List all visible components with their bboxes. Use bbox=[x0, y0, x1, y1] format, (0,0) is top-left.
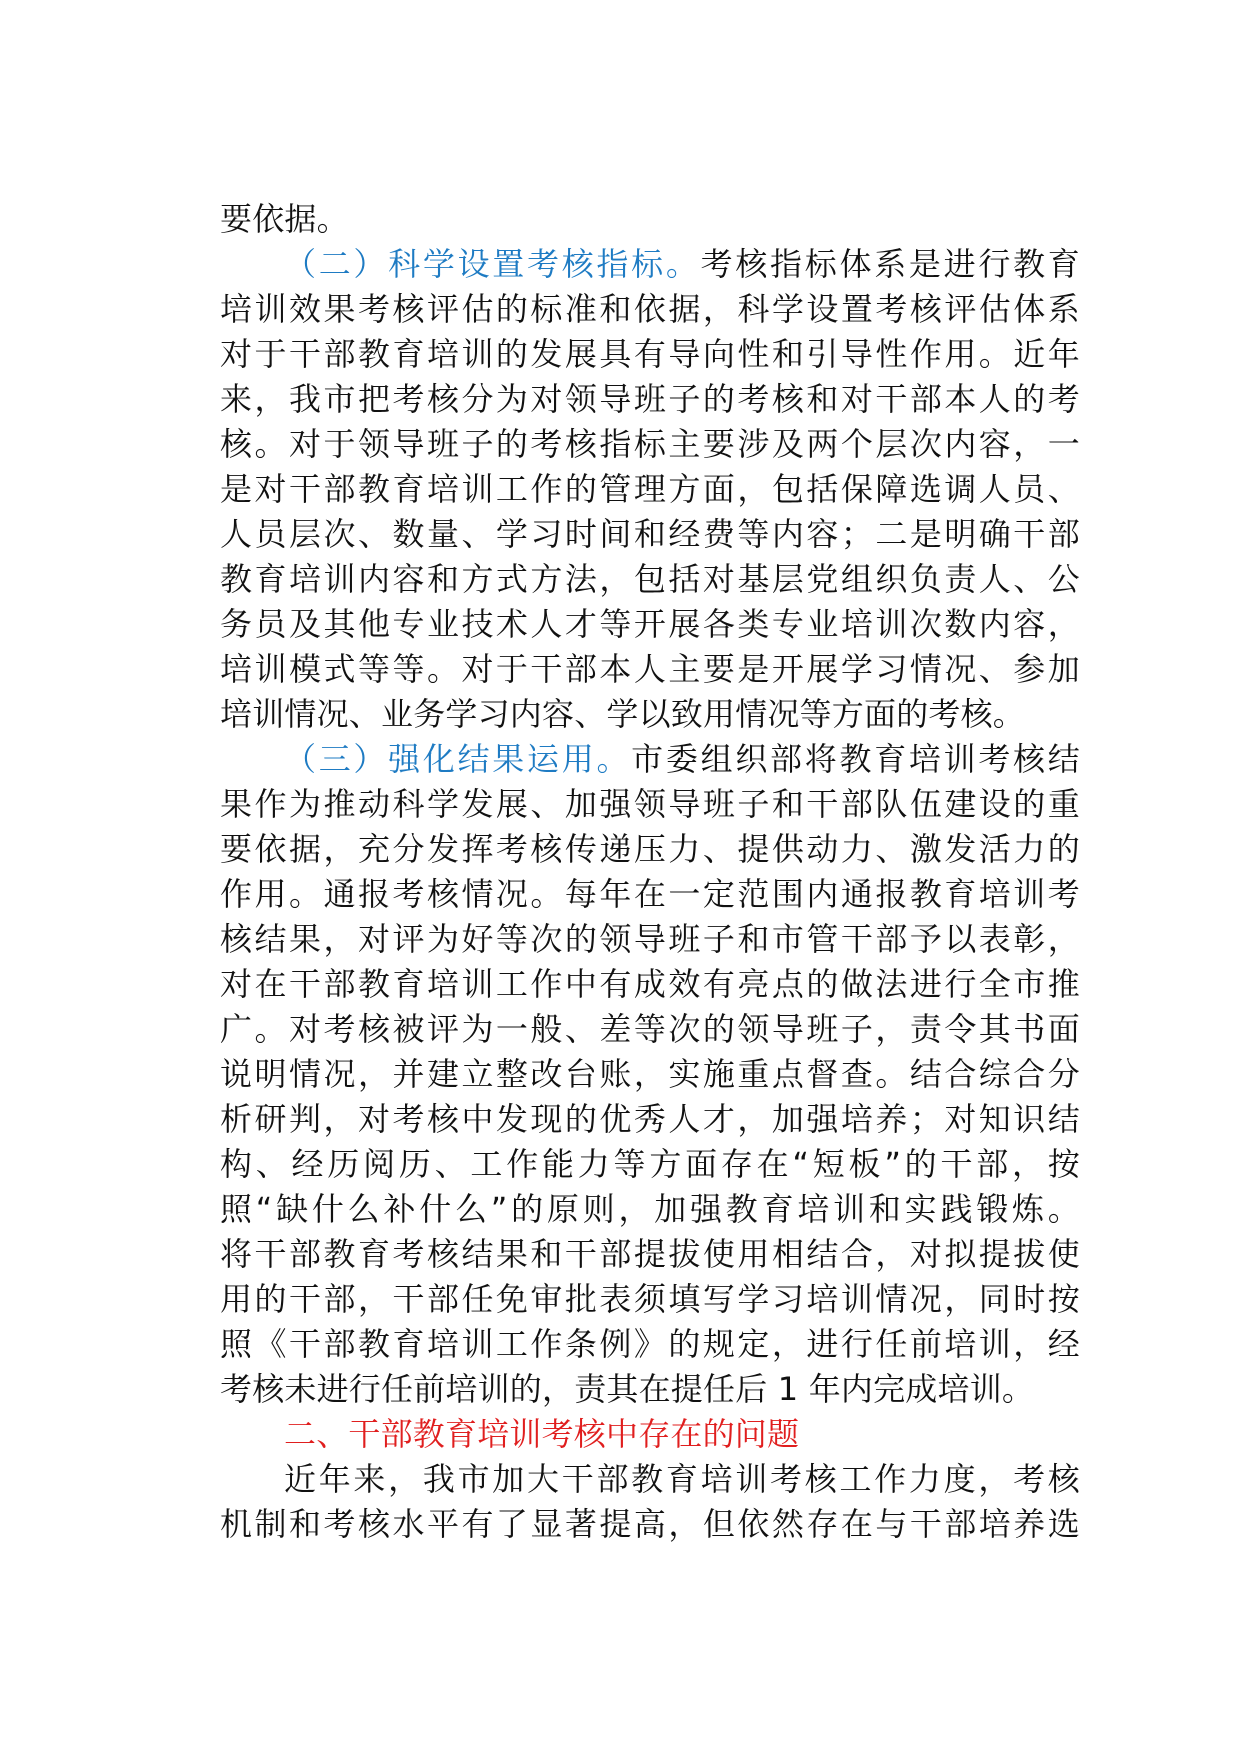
text-line: 用的干部，干部任免审批表须填写学习培训情况，同时按 bbox=[220, 1280, 1080, 1318]
text-line: 机制和考核水平有了显著提高，但依然存在与干部培养选 bbox=[220, 1505, 1080, 1543]
text-line: 将干部教育考核结果和干部提拔使用相结合，对拟提拔使 bbox=[220, 1235, 1080, 1273]
text-run: 市委组织部将教育培训考核结 bbox=[631, 740, 1080, 778]
paragraph-first-line bbox=[220, 242, 1080, 287]
subsection-heading: （二）科学设置考核指标。 bbox=[284, 245, 701, 283]
text-line: 是对干部教育培训工作的管理方面，包括保障选调人员、 bbox=[220, 470, 1080, 508]
text-line: 培训效果考核评估的标准和依据，科学设置考核评估体系 bbox=[220, 290, 1080, 328]
text-line: 说明情况，并建立整改台账，实施重点督查。结合综合分 bbox=[220, 1055, 1080, 1093]
text-line: 广。对考核被评为一般、差等次的领导班子，责令其书面 bbox=[220, 1010, 1080, 1048]
text-line: 析研判，对考核中发现的优秀人才，加强培养；对知识结 bbox=[220, 1100, 1080, 1138]
text-line: 作用。通报考核情况。每年在一定范围内通报教育培训考 bbox=[220, 875, 1080, 913]
section-heading: 二、干部教育培训考核中存在的问题 bbox=[284, 1415, 800, 1453]
text-line: 核。对于领导班子的考核指标主要涉及两个层次内容，一 bbox=[220, 425, 1080, 463]
text-line: 对于干部教育培训的发展具有导向性和引导性作用。近年 bbox=[220, 335, 1080, 373]
text-line: 来，我市把考核分为对领导班子的考核和对干部本人的考 bbox=[220, 380, 1080, 418]
text-line: 培训情况、业务学习内容、学以致用情况等方面的考核。 bbox=[220, 695, 1026, 733]
text-line: 务员及其他专业技术人才等开展各类专业培训次数内容， bbox=[220, 605, 1080, 643]
paragraph-first-line: 近年来，我市加大干部教育培训考核工作力度，考核 bbox=[284, 1460, 1080, 1498]
text-line: 要依据。 bbox=[220, 200, 349, 238]
text-line: 要依据，充分发挥考核传递压力、提供动力、激发活力的 bbox=[220, 830, 1080, 868]
text-run: 考核指标体系是进行教育 bbox=[700, 245, 1081, 283]
text-line: 照《干部教育培训工作条例》的规定，进行任前培训，经 bbox=[220, 1325, 1080, 1363]
paragraph-first-line bbox=[220, 737, 1080, 782]
text-line: 核结果，对评为好等次的领导班子和市管干部予以表彰， bbox=[220, 920, 1080, 958]
document-page bbox=[220, 197, 1080, 1547]
text-line: 人员层次、数量、学习时间和经费等内容；二是明确干部 bbox=[220, 515, 1080, 553]
text-line: 照“缺什么补什么”的原则，加强教育培训和实践锻炼。 bbox=[220, 1190, 1080, 1228]
text-line: 培训模式等等。对于干部本人主要是开展学习情况、参加 bbox=[220, 650, 1080, 688]
text-line: 教育培训内容和方式方法，包括对基层党组织负责人、公 bbox=[220, 560, 1080, 598]
text-line: 对在干部教育培训工作中有成效有亮点的做法进行全市推 bbox=[220, 965, 1080, 1003]
text-line: 果作为推动科学发展、加强领导班子和干部队伍建设的重 bbox=[220, 785, 1080, 823]
text-line: 考核未进行任前培训的，责其在提任后 1 年内完成培训。 bbox=[220, 1370, 1035, 1408]
text-line: 构、经历阅历、工作能力等方面存在“短板”的干部，按 bbox=[220, 1145, 1080, 1183]
subsection-heading: （三）强化结果运用。 bbox=[284, 740, 632, 778]
